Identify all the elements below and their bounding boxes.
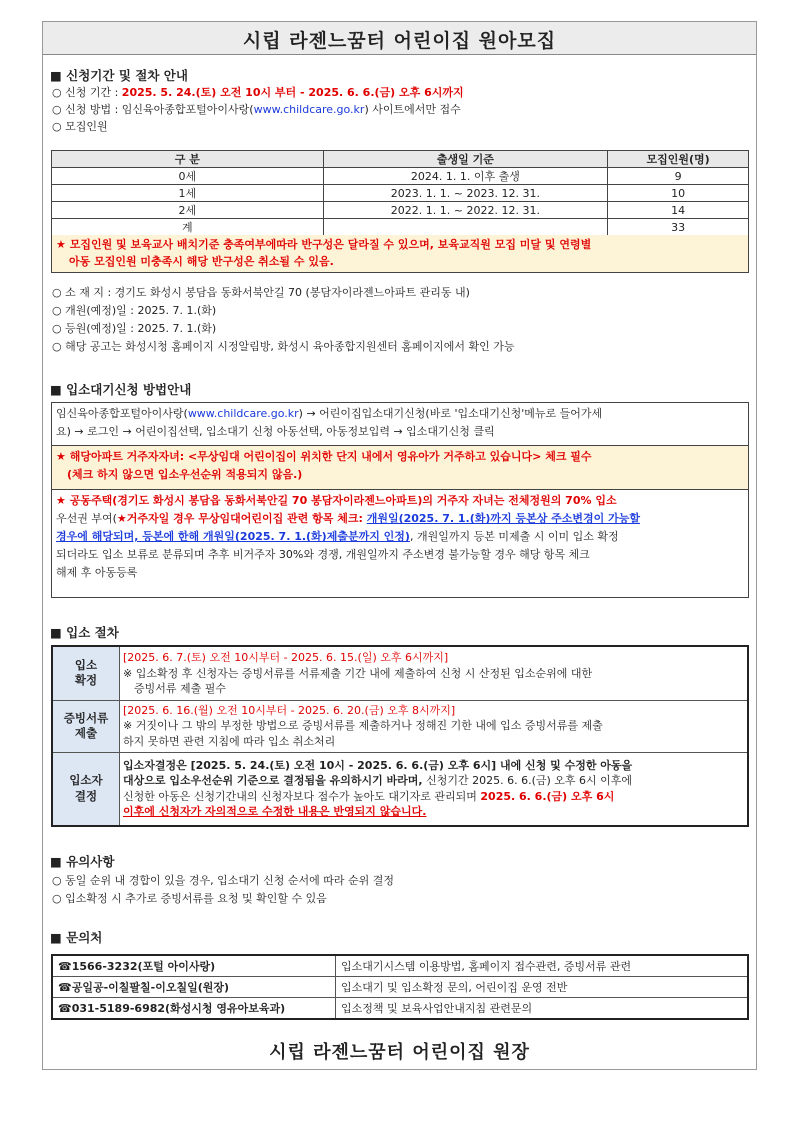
table-header: 출생일 기준 xyxy=(323,151,608,168)
section-heading-application: ■ 신청기간 및 절차 안내 xyxy=(50,68,188,83)
section-heading-contact: ■ 문의처 xyxy=(50,930,103,945)
notice-document xyxy=(42,21,757,1070)
recruitment-note: ★ 모집인원 및 보육교사 배치기준 충족여부에따라 반구성은 달라질 수 있으며, 보육교직원 모집 미달 및 연령별 아동 모집인원 미충족시 해당 반구성은 취소될 수 있음. xyxy=(51,235,749,273)
childcare-portal-link[interactable]: www.childcare.go.kr xyxy=(253,103,365,116)
page-title: 시립 라젠느꿈터 어린이집 원아모집 xyxy=(242,30,557,52)
table-row: 1세 2023. 1. 1. ~ 2023. 12. 31. 10 xyxy=(52,185,749,202)
note-item: ○ 동일 순위 내 경합이 있을 경우, 입소대기 신청 순서에 따라 순위 결정 xyxy=(52,874,394,887)
section-heading-waitlist: ■ 입소대기신청 방법안내 xyxy=(50,382,192,397)
note-item: ○ 입소확정 시 추가로 증빙서류를 요청 및 확인할 수 있음 xyxy=(52,892,327,905)
table-row: 입소 확정 [2025. 6. 7.(토) 오전 10시부터 - 2025. 6. 15.(일) 오후 6시까지] ※ 입소확정 후 신청자는 증빙서류를 서류제출 기간 내에 제출하여 신청 시 산정된 입소순위에 대한 증빙서류 제출 필수 xyxy=(52,646,748,700)
admission-confirm-label: 입소 확정 xyxy=(52,646,120,700)
contact-table xyxy=(51,954,749,1020)
table-header: 구 분 xyxy=(52,151,324,168)
table-row: 증빙서류 제출 [2025. 6. 16.(월) 오전 10시부터 - 2025. 6. 20.(금) 오후 8시까지] ※ 거짓이나 그 밖의 부정한 방법으로 증빙서류를 제출하거나 정해진 기한 내에 입소 증빙서류를 제출 하지 못하면 관련 지침에 따라 입소 취소처리 xyxy=(52,700,748,752)
table-row: ☎공일공-이칠팔칠-이오칠일(원장) 입소대기 및 입소확정 문의, 어린이집 운영 전반 xyxy=(52,977,748,998)
application-period: ○ 신청 기간 : 2025. 5. 24.(토) 오전 10시 부터 - 2025. 6. 6.(금) 오후 6시까지 xyxy=(52,86,464,99)
location-info: ○ 소 재 지 : 경기도 화성시 봉담읍 동화서북안길 70 (봉담자이라젠느아파트 관리동 내) xyxy=(52,286,470,299)
recruitment-table xyxy=(51,150,749,236)
opening-date: ○ 개원(예정)일 : 2025. 7. 1.(화) xyxy=(52,304,217,317)
childcare-portal-link[interactable]: www.childcare.go.kr xyxy=(187,407,299,420)
admission-decision-label: 입소자 결정 xyxy=(52,752,120,826)
admission-procedure-table xyxy=(51,645,749,827)
table-row: 0세 2024. 1. 1. 이후 출생 9 xyxy=(52,168,749,185)
table-row: 계 33 xyxy=(52,219,749,236)
waitlist-steps: 임신육아종합포털아이사랑(www.childcare.go.kr) → 어린이집입소대기신청(바로 '입소대기신청'메뉴로 들어가세 요) → 로그인 → 어린이집선택, 입소대기 신청 아동선택, 아동정보입력 → 입소대기신청 클릭 xyxy=(51,402,749,446)
table-row: ☎031-5189-6982(화성시청 영유아보육과) 입소정책 및 보육사업안내지침 관련문의 xyxy=(52,998,748,1020)
attendance-date: ○ 등원(예정)일 : 2025. 7. 1.(화) xyxy=(52,322,217,335)
section-heading-notes: ■ 유의사항 xyxy=(50,854,115,869)
resident-notice: ★ 해당아파트 거주자자녀: <무상임대 어린이집이 위치한 단지 내에서 영유아가 거주하고 있습니다> 체크 필수 (체크 하지 않으면 입소우선순위 적용되지 않음.) xyxy=(51,446,749,490)
document-submit-label: 증빙서류 제출 xyxy=(52,700,120,752)
table-row: ☎1566-3232(포털 아이사랑) 입소대기시스템 이용방법, 홈페이지 접수관련, 증빙서류 관련 xyxy=(52,955,748,977)
footer-signature: 시립 라젠느꿈터 어린이집 원장 xyxy=(269,1042,530,1063)
application-method: ○ 신청 방법 : 임신육아종합포털아이사랑(www.childcare.go.kr) 사이트에서만 접수 xyxy=(52,103,461,116)
table-row: 입소자 결정 입소자결정은 [2025. 5. 24.(토) 오전 10시 - 2025. 6. 6.(금) 오후 6시] 내에 신청 및 수정한 아동을 대상으로 입소우선순위 기준으로 결정됨을 유의하시기 바라며, 신청기간 2025. 6. 6.(금) 오후 6시 이후에 신청한 아동은 신청기간내의 신청자보다 점수가 높아도 대기자로 관리되며 2025. 6. 6.(금) 오후 6시 이후에 신청자가 자의적으로 수정한 내용은 반영되지 않습니다. xyxy=(52,752,748,826)
table-header: 모집인원(명) xyxy=(608,151,749,168)
priority-notice: ★ 공동주택(경기도 화성시 봉담읍 동화서북안길 70 봉담자이라젠느아파트)의 거주자 자녀는 전체정원의 70% 입소 우선권 부여(★거주자일 경우 무상임대어린이집 관련 항목 체크: 개원일(2025. 7. 1.(화)까지 등본상 주소변경이 가능할 경우에 해당되며, 등본에 한해 개원일(2025. 7. 1.(화)제출분까지 인정), 개원일까지 등본 미제출 시 이미 입소 확정 되더라도 입소 보류로 분류되며 추후 비거주자 30%와 경쟁, 개원일까지 주소변경 불가능할 경우 해당 항목 체크 해제 후 아동등록 xyxy=(51,490,749,598)
table-row: 2세 2022. 1. 1. ~ 2022. 12. 31. 14 xyxy=(52,202,749,219)
section-heading-admission: ■ 입소 절차 xyxy=(50,625,119,640)
recruit-label: ○ 모집인원 xyxy=(52,120,108,133)
announcement-info: ○ 해당 공고는 화성시청 홈페이지 시정알림방, 화성시 육아종합지원센터 홈페이지에서 확인 가능 xyxy=(52,340,515,353)
